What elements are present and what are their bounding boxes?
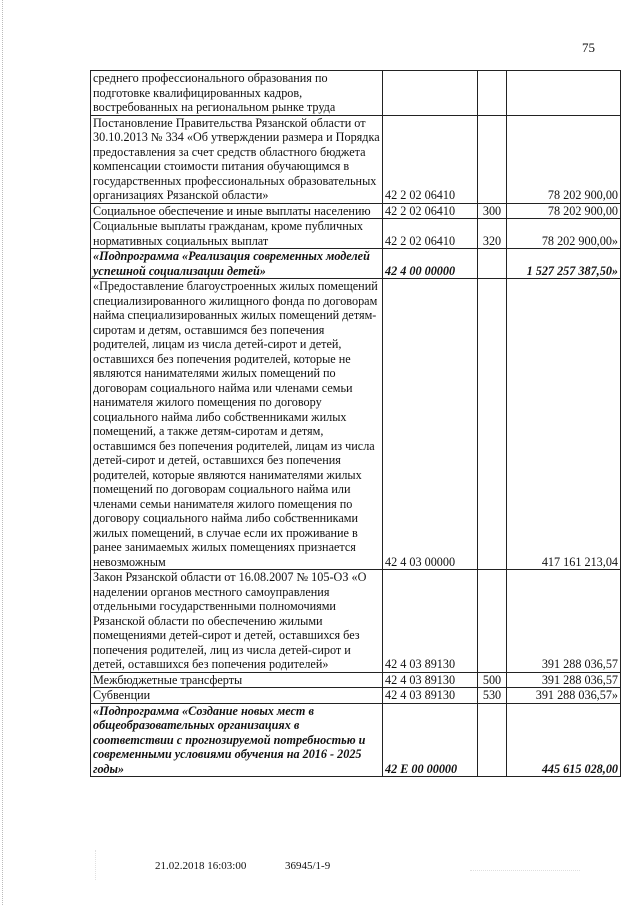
row-description: Социальные выплаты гражданам, кроме публичных нормативных социальных выплат [91, 219, 383, 249]
row-expense-type: 500 [478, 672, 507, 688]
table-row [91, 71, 621, 116]
row-amount [507, 71, 621, 116]
row-expense-type [478, 115, 507, 203]
row-amount: 391 288 036,57 [507, 672, 621, 688]
table-row [91, 672, 621, 688]
row-target-code: 42 4 03 89130 [383, 570, 478, 673]
row-target-code: 42 4 03 89130 [383, 688, 478, 704]
row-expense-type: 320 [478, 219, 507, 249]
table-row [91, 279, 621, 570]
scan-noise [470, 856, 580, 871]
row-description: Социальное обеспечение и иные выплаты населению [91, 203, 383, 219]
row-expense-type [478, 71, 507, 116]
budget-table-body [91, 71, 621, 777]
row-target-code: 42 2 02 06410 [383, 203, 478, 219]
row-amount: 391 288 036,57 [507, 570, 621, 673]
scan-noise-left [95, 850, 116, 880]
row-expense-type [478, 703, 507, 777]
row-amount: 391 288 036,57» [507, 688, 621, 704]
row-expense-type [478, 570, 507, 673]
row-target-code: 42 4 03 00000 [383, 279, 478, 570]
row-amount: 445 615 028,00 [507, 703, 621, 777]
row-amount: 78 202 900,00» [507, 219, 621, 249]
row-expense-type: 300 [478, 203, 507, 219]
row-amount: 78 202 900,00 [507, 203, 621, 219]
row-description: «Подпрограмма «Создание новых мест в общеобразовательных организациях в соответствии с прогнозируемой потребностью и современными условиями обучения на 2016 - 2025 годы» [91, 703, 383, 777]
row-target-code: 42 2 02 06410 [383, 115, 478, 203]
row-amount: 78 202 900,00 [507, 115, 621, 203]
page-number: 75 [582, 40, 595, 55]
table-row [91, 703, 621, 777]
row-description: Межбюджетные трансферты [91, 672, 383, 688]
row-amount: 1 527 257 387,50» [507, 249, 621, 279]
table-row [91, 249, 621, 279]
table-row [91, 115, 621, 203]
row-description: «Подпрограмма «Реализация современных моделей успешной социализации детей» [91, 249, 383, 279]
row-target-code: 42 Е 00 00000 [383, 703, 478, 777]
row-expense-type [478, 279, 507, 570]
row-description: Субвенции [91, 688, 383, 704]
row-amount: 417 161 213,04 [507, 279, 621, 570]
row-description: среднего профессионального образования по подготовке квалифицированных кадров, востребованных на региональном рынке труда [91, 71, 383, 116]
row-description: Постановление Правительства Рязанской области от 30.10.2013 № 334 «Об утверждении размера и Порядка предоставления за счет средств областного бюджета компенсации стоимости питания обучающимся в государственных профессиональных образовательных организациях Рязанской области» [91, 115, 383, 203]
table-row [91, 688, 621, 704]
scan-edge [2, 0, 4, 905]
row-target-code: 42 4 03 89130 [383, 672, 478, 688]
row-target-code: 42 4 00 00000 [383, 249, 478, 279]
row-expense-type [478, 249, 507, 279]
row-target-code: 42 2 02 06410 [383, 219, 478, 249]
row-description: «Предоставление благоустроенных жилых помещений специализированного жилищного фонда по договорам найма специализированных жилых помещений детям-сиротам и детям, оставшимся без попечения родителей, лицам из числа детей-сирот и детей, оставшихся без попечения родителей, которые не являются нанимателями жилых помещений по договорам социального найма или членами семьи нанимателя жилого помещения по договору социального найма либо собственниками жилых помещений, а также детям-сиротам и детям, оставшимся без попечения родителей, лицам из числа детей-сирот и детей, оставшихся без попечения родителей, которые являются нанимателями жилых помещений по договорам социального найма или членами семьи нанимателя жилого помещения по договору социального найма либо собственниками жилых помещений, в случае если их проживание в ранее занимаемых жилых помещениях признается невозможным [91, 279, 383, 570]
footer-timestamp: 21.02.2018 16:03:00 [155, 860, 247, 872]
row-description: Закон Рязанской области от 16.08.2007 № 105-ОЗ «О наделении органов местного самоуправления отдельными государственными полномочиями Рязанской области по обеспечению жилыми помещениями детей-сирот и детей, оставшихся без попечения родителей, лиц из числа детей-сирот и детей, оставшихся без попечения родителей» [91, 570, 383, 673]
row-expense-type: 530 [478, 688, 507, 704]
row-target-code [383, 71, 478, 116]
table-row [91, 570, 621, 673]
budget-table [90, 70, 621, 777]
table-row [91, 219, 621, 249]
table-row [91, 203, 621, 219]
footer-document-number: 36945/1-9 [285, 860, 331, 872]
